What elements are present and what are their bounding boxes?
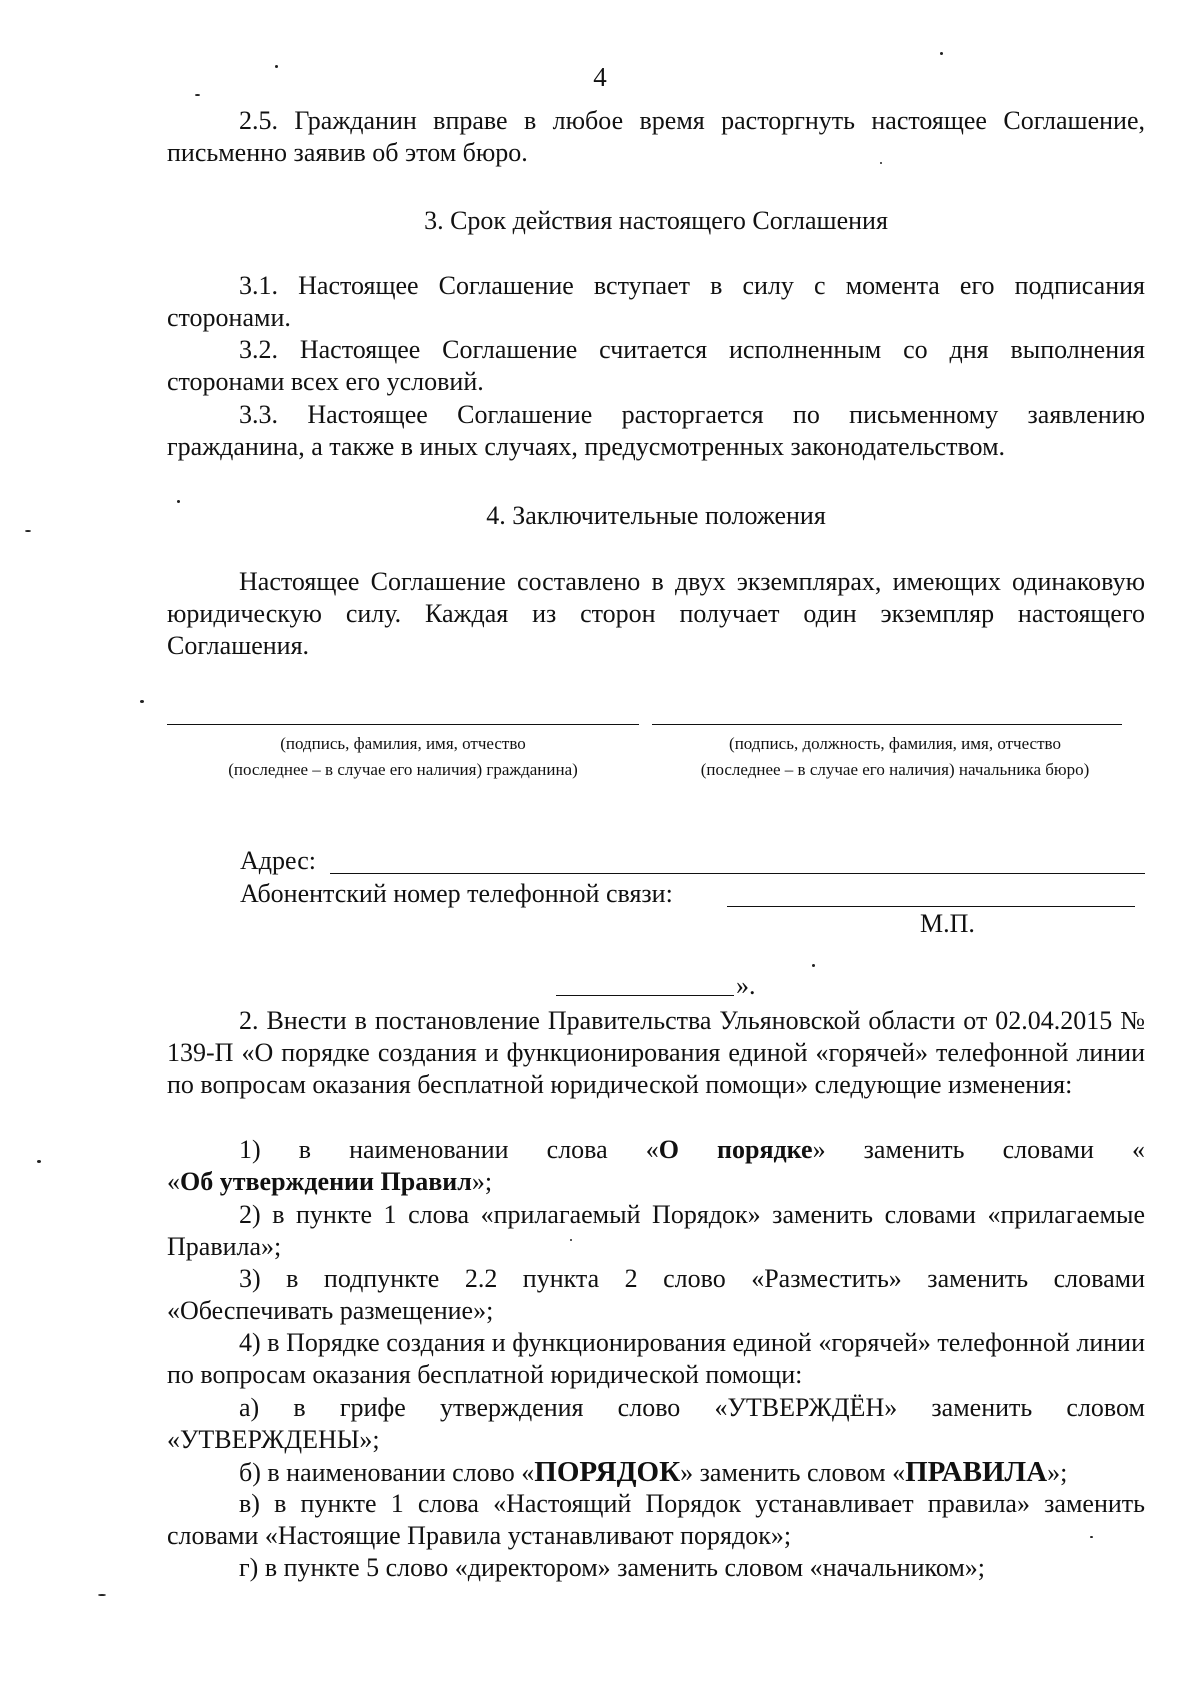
- item-v: в) в пункте 1 слова «Настоящий Порядок устанавливает правила» заменить словами «Настоящие Правила устанавливают порядок»;: [167, 1489, 1145, 1550]
- scan-speck: [570, 1239, 572, 1241]
- scan-speck: [37, 1160, 41, 1163]
- paragraph-2-5: 2.5. Гражданин вправе в любое время расторгнуть настоящее Соглашение, письменно заявив об этом бюро.: [167, 106, 1145, 167]
- phone-label: Абонентский номер телефонной связи:: [240, 879, 673, 908]
- signature-line-citizen: [167, 724, 639, 725]
- phone-line: [727, 906, 1135, 907]
- item-4: 4) в Порядке создания и функционирования единой «горячей» телефонной линии по вопросам оказания бесплатной юридической помощи:: [167, 1328, 1145, 1389]
- item-1-line: 1) в наименовании слова «О порядке» заменить словами «: [239, 1135, 1145, 1164]
- signature-caption-citizen: (подпись, фамилия, имя, отчество (последнее – в случае его наличия) гражданина): [228, 734, 578, 779]
- scan-speck: [275, 65, 278, 68]
- item-g: г) в пункте 5 слово «директором» заменить словом «начальником»;: [239, 1553, 986, 1582]
- page-number: 4: [593, 62, 607, 92]
- signature-line-head: [652, 724, 1122, 725]
- paragraph-final-provisions: Настоящее Соглашение составлено в двух экземплярах, имеющих одинаковую юридическую силу. Каждая из сторон получает один экземпляр настоящего Соглашения.: [167, 567, 1145, 660]
- closing-quote: ».: [736, 971, 756, 1000]
- item-b: б) в наименовании слово «ПОРЯДОК» заменить словом «ПРАВИЛА»;: [239, 1456, 1068, 1488]
- scan-speck: [880, 162, 882, 164]
- paragraph-2-amendments: 2. Внести в постановление Правительства Ульяновской области от 02.04.2015 № 139-П «О порядке создания и функционирования единой «горячей» телефонной линии по вопросам оказания бесплатной юридической помощи» следующие изменения:: [167, 1006, 1145, 1099]
- item-3: 3) в подпункте 2.2 пункта 2 слово «Разместить» заменить словами «Обеспечивать размещение»;: [167, 1264, 1145, 1325]
- section-3-title: 3. Срок действия настоящего Соглашения: [424, 206, 888, 235]
- paragraph-3-1: 3.1. Настоящее Соглашение вступает в силу с момента его подписания сторонами.: [167, 271, 1145, 332]
- closing-line: [556, 995, 734, 996]
- scan-speck: [195, 94, 200, 96]
- address-line: [330, 873, 1145, 874]
- item-2: 2) в пункте 1 слова «прилагаемый Порядок» заменить словами «прилагаемые Правила»;: [167, 1200, 1145, 1261]
- address-label: Адрес:: [240, 846, 316, 875]
- item-a: а) в грифе утверждения слово «УТВЕРЖДЁН» заменить словом «УТВЕРЖДЕНЫ»;: [167, 1393, 1145, 1454]
- stamp-place: М.П.: [920, 909, 975, 938]
- paragraph-3-2: 3.2. Настоящее Соглашение считается исполненным со дня выполнения сторонами всех его условий.: [167, 335, 1145, 396]
- section-4-title: 4. Заключительные положения: [486, 501, 826, 530]
- scan-speck: [940, 52, 943, 55]
- scan-speck: [98, 1594, 106, 1596]
- paragraph-3-3: 3.3. Настоящее Соглашение расторгается по письменному заявлению гражданина, а также в иных случаях, предусмотренных законодательством.: [167, 400, 1145, 461]
- scan-speck: [25, 530, 31, 532]
- scan-speck: [177, 500, 180, 503]
- scan-speck: [812, 964, 815, 967]
- item-1-continued: «Об утверждении Правил»;: [167, 1167, 493, 1196]
- signature-caption-head: (подпись, должность, фамилия, имя, отчество (последнее – в случае его наличия) начальника бюро): [700, 734, 1090, 779]
- scan-speck: [140, 700, 144, 703]
- scan-speck: [1090, 1536, 1093, 1538]
